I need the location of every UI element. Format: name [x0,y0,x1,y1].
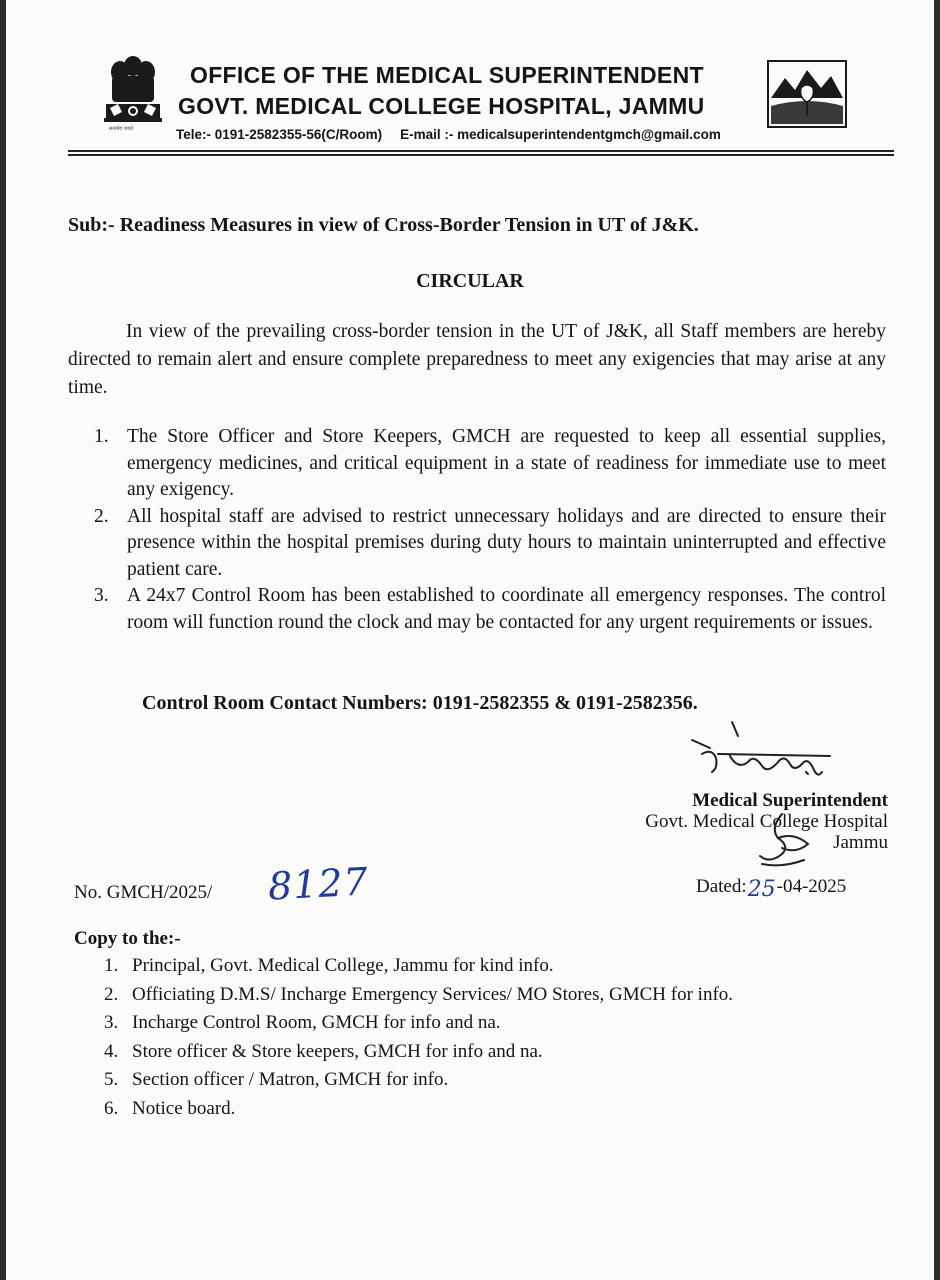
reference-number [74,882,212,904]
date-day-handwritten: 25 [747,877,776,902]
item-number: 1. [94,426,109,447]
emblem-caption: सत्यमेव जयते [108,126,134,132]
signature [682,718,842,788]
item-text: Officiating D.M.S/ Incharge Emergency Services/ MO Stores, GMCH for info. [132,983,734,1005]
item-text: Notice board. [132,1097,236,1119]
list-item [104,1095,864,1124]
reference-label: No. GMCH/2025/ [74,882,213,903]
item-number: 6. [104,1097,119,1119]
phone-number: Tele:- 0191-2582355-56(C/Room) [176,127,383,142]
item-text: All hospital staff are advised to restrict unnecessary holidays and are directed to ensure their presence within the hospital premises during duty hours to maintain uninterrupted and effective patient care. [127,505,886,580]
item-text: A 24x7 Control Room has been established to coordinate all emergency responses. The control room will function round the clock and may be contacted for any urgent requirements or issues. [127,585,886,633]
item-number: 2. [94,505,109,527]
list-item [104,1066,864,1095]
date-line [696,873,847,902]
circular-title: CIRCULAR [416,270,524,292]
item-number: 4. [104,1040,119,1062]
initials-scribble [752,808,822,872]
item-text: Principal, Govt. Medical College, Jammu for kind info. [132,955,554,976]
document-page [6,0,934,1280]
intro-text: In view of the prevailing cross-border tension in the UT of J&K, all Staff members are hereby directed to remain alert and ensure complete preparedness to meet any exigencies that may arise at any time. [68,321,886,398]
directive-list [94,424,886,636]
item-number: 1. [104,955,119,976]
item-text: Section officer / Matron, GMCH for info. [132,1069,449,1090]
list-item [104,952,864,981]
item-number: 5. [104,1069,119,1090]
hospital-title: GOVT. MEDICAL COLLEGE HOSPITAL, JAMMU [178,93,705,119]
signatory-org: Govt. Medical College Hospital [645,811,888,832]
list-item [94,504,886,584]
date-rest: -04-2025 [776,876,847,897]
jk-emblem-icon [765,58,849,130]
signatory-city: Jammu [833,832,888,853]
item-text: The Store Officer and Store Keepers, GMCH are requested to keep all essential supplies, emergency medicines, and critical equipment in a state of readiness for immediate use to meet any exigency. [127,426,886,500]
item-number: 3. [94,585,109,606]
list-item [104,1038,864,1067]
item-text: Store officer & Store keepers, GMCH for info and na. [132,1040,543,1062]
item-number: 2. [104,983,119,1005]
header-rule-thin [68,150,894,152]
list-item [94,583,886,636]
reference-handwritten: 8127 [266,859,370,909]
header-rule-thick [68,154,894,156]
list-item [104,1009,864,1038]
signatory-title: Medical Superintendent [692,790,888,811]
list-item [104,981,864,1010]
contact-line [176,127,721,142]
list-item [94,424,886,504]
date-label: Dated: [696,876,747,897]
item-text: Incharge Control Room, GMCH for info and na. [132,1012,501,1033]
item-number: 3. [104,1012,119,1033]
copy-to-list [104,952,864,1123]
control-room-numbers: Control Room Contact Numbers: 0191-2582355 & 0191-2582356. [142,692,698,714]
subject-line: Sub:- Readiness Measures in view of Cross-Border Tension in UT of J&K. [68,214,699,236]
intro-paragraph [68,318,886,402]
office-title: OFFICE OF THE MEDICAL SUPERINTENDENT [190,62,704,88]
copy-to-title: Copy to the:- [74,928,181,949]
email-address: E-mail :- medicalsuperintendentgmch@gmail.com [400,127,721,142]
